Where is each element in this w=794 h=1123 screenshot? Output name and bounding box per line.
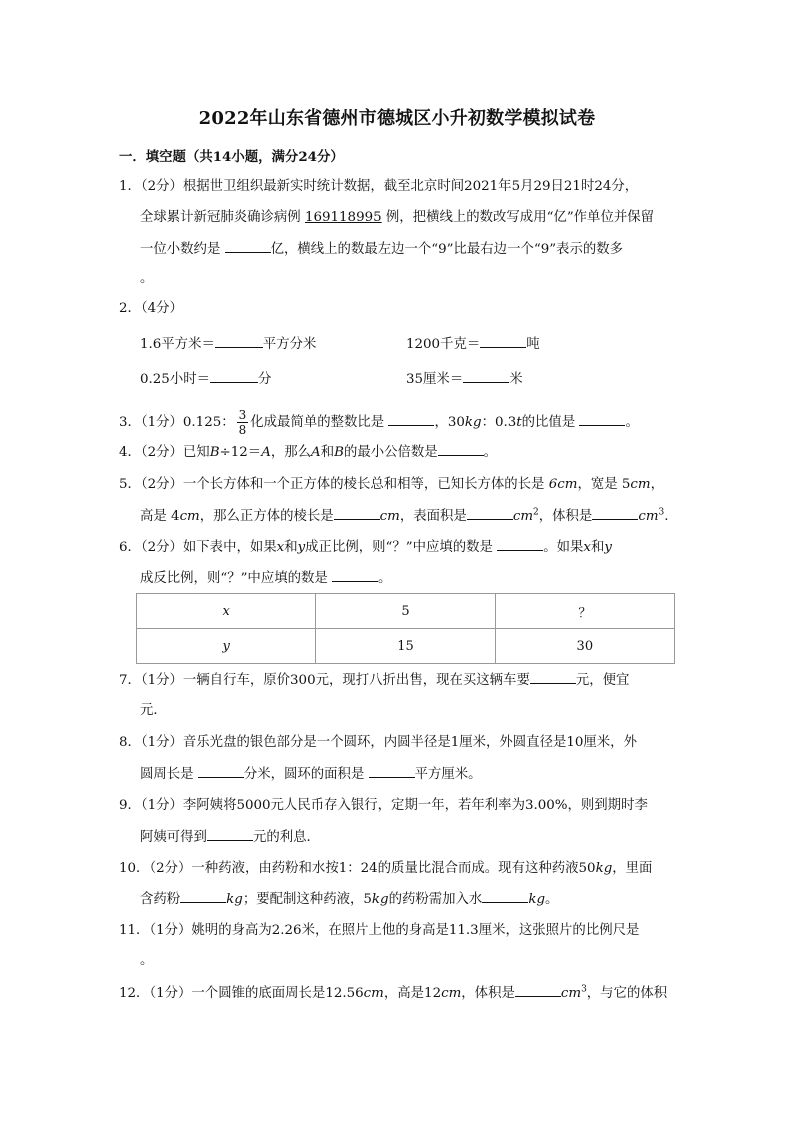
answer-blank[interactable] (210, 370, 258, 383)
q4-text: ÷12＝ (219, 445, 262, 460)
q1-text: 亿，横线上的数最左边一个“9”比最右边一个“9”表示的数多 (270, 242, 624, 257)
q10-text: 的药粉需加入水 (388, 892, 483, 907)
table-row (137, 629, 675, 664)
q8-text: 分米，圆环的面积是 (243, 767, 369, 782)
table-row (137, 594, 675, 629)
q6-line-1 (119, 538, 612, 557)
unit-cm: cm (379, 509, 400, 524)
q2-text: 平方分米 (262, 337, 317, 352)
answer-blank[interactable] (497, 538, 543, 551)
answer-blank[interactable] (180, 890, 226, 903)
q11-line-1: 11．（1分）姚明的身高为2.26米，在照片上他的身高是11.3厘米，这张照片的比例尺是 (119, 923, 640, 938)
q3-text: 化成最简单的整数比是 (250, 415, 389, 430)
q4-text: 和 (320, 445, 335, 460)
q2-text: 1.6平方米＝ (140, 337, 215, 352)
unit-kg: kg (595, 861, 613, 876)
q2-text: 35厘米＝ (406, 372, 464, 387)
q2-item-d (406, 370, 523, 389)
var-x: x (276, 540, 285, 555)
var-y: y (297, 540, 306, 555)
q12-text: ，与它的体积 (586, 986, 668, 1001)
answer-blank[interactable] (467, 507, 513, 520)
answer-blank[interactable] (530, 671, 576, 684)
var-b: B (209, 445, 220, 460)
superscript-2: 2 (533, 507, 539, 518)
superscript-3: 3 (581, 984, 587, 995)
q4-line (119, 443, 497, 462)
answer-blank[interactable] (463, 370, 509, 383)
answer-blank[interactable] (480, 335, 526, 348)
fraction-three-eighths (237, 408, 249, 437)
unit-cm: cm (638, 509, 659, 524)
answer-blank[interactable] (438, 443, 484, 456)
unit-cm: cm (363, 986, 384, 1001)
q9-line-1: 9．（1分）李阿姨将5000元人民币存入银行，定期一年，若年利率为3.00%，则到期时李 (119, 798, 648, 813)
q3-text: ，30 (434, 415, 465, 430)
q4-text: ，那么 (270, 445, 312, 460)
q7-text: 7．（1分）一辆自行车，原价300元，现打八折出售，现在买这辆车要 (119, 673, 530, 688)
page-title: 2022年山东省德州市德城区小升初数学模拟试卷 (198, 108, 596, 129)
var-x: x (583, 540, 591, 555)
answer-blank[interactable] (592, 507, 638, 520)
q11-line-2: 。 (140, 953, 154, 968)
q7-text: 元，便宜 (575, 673, 630, 688)
superscript-3: 3 (658, 507, 665, 518)
q6-text: 。 (378, 571, 392, 586)
q5-number: 6 (548, 477, 558, 492)
q12-text: ，高是12 (383, 986, 442, 1001)
unit-cm: cm (512, 509, 534, 524)
table-cell: 15 (316, 629, 495, 664)
q6-text: 成反比例，则“？”中应填的数是 (140, 571, 333, 586)
q5-text: 高是 4 (140, 509, 180, 524)
q8-text: 圆周长是 (140, 767, 198, 782)
unit-cm: cm (441, 986, 462, 1001)
q4-text: 4．（2分）已知 (119, 445, 210, 460)
unit-kg: kg (528, 892, 546, 907)
q6-line-2 (140, 569, 391, 588)
answer-blank[interactable] (225, 240, 271, 253)
unit-cm: cm (630, 477, 651, 492)
answer-blank[interactable] (198, 765, 244, 778)
q2-text: 米 (509, 372, 523, 387)
q6-text: 6．（2分）如下表中，如果 (119, 540, 277, 555)
q7-line-1 (119, 671, 629, 690)
q2-head: 2．（4分） (119, 301, 183, 316)
table-cell: ？ (495, 594, 674, 629)
q10-text: ，里面 (612, 861, 653, 876)
q2-item-b (406, 335, 540, 354)
q5-text: . (664, 509, 669, 524)
answer-blank[interactable] (215, 335, 263, 348)
answer-blank[interactable] (482, 890, 528, 903)
answer-blank[interactable] (515, 984, 561, 997)
table-cell: 30 (495, 629, 674, 664)
unit-kg: kg (371, 892, 389, 907)
answer-blank[interactable] (579, 413, 625, 426)
q2-item-a (140, 335, 316, 354)
var-b: B (334, 445, 344, 460)
q10-text: 10．（2分）一种药液，由药粉和水按1：24的质量比混合而成。现有这种药液50 (119, 861, 596, 876)
q6-text: 和 (590, 540, 605, 555)
table-cell: x (137, 594, 316, 629)
q2-item-c (140, 370, 271, 389)
q5-text: ，宽是 5 (577, 477, 631, 492)
q9-text: 阿姨可得到 (140, 830, 207, 845)
section-heading: 一．填空题（共14小题，满分24分） (119, 149, 344, 165)
q5-line-1 (119, 476, 664, 494)
q3-text: 的比值是 (521, 415, 580, 430)
q9-text: 元的利息． (252, 830, 320, 845)
var-y: y (604, 540, 612, 555)
answer-blank[interactable] (334, 507, 380, 520)
q1-text: 全球累计新冠肺炎确诊病例 (140, 210, 305, 225)
xy-table (136, 593, 675, 664)
q1-text: 一位小数约是 (140, 242, 225, 257)
answer-blank[interactable] (388, 413, 434, 426)
q5-line-2 (140, 507, 669, 526)
q12-text: ，体积是 (461, 986, 515, 1001)
q5-text: ，那么正方体的棱长是 (199, 509, 334, 524)
q1-underlined-number: 169118995 (304, 210, 382, 225)
q2-text: 吨 (526, 337, 540, 352)
q12-line-1 (119, 984, 667, 1003)
q6-text: 和 (284, 540, 298, 555)
q3-line (119, 408, 639, 437)
q1-line-3 (140, 240, 623, 259)
q1-text: 例，把横线上的数改写成用“亿”作单位并保留 (381, 210, 655, 225)
q2-text: 分 (258, 372, 272, 387)
fraction-denominator: 8 (238, 423, 247, 437)
table-cell: y (137, 629, 316, 664)
unit-cm: cm (557, 477, 578, 492)
fraction-numerator: 3 (238, 408, 247, 422)
q5-text: 5．（2分）一个长方体和一个正方体的棱长总和相等，已知长方体的长是 (119, 477, 549, 492)
q8-line-1: 8．（1分）音乐光盘的银色部分是一个圆环，内圆半径是1厘米，外圆直径是10厘米，外 (119, 735, 637, 750)
q10-text: ；要配制这种药液，5 (242, 892, 372, 907)
q10-line-2 (140, 890, 558, 909)
q1-line-1: 1．（2分）根据世卫组织最新实时统计数据，截至北京时间2021年5月29日21时24分， (119, 179, 639, 194)
table-cell: 5 (316, 594, 495, 629)
answer-blank[interactable] (369, 765, 415, 778)
q10-text: 。 (545, 892, 559, 907)
q10-text: 含药粉 (140, 892, 181, 907)
q9-line-2 (140, 828, 320, 847)
q4-text: 的最小公倍数是 (343, 445, 438, 460)
q5-text: ，表面积是 (399, 509, 467, 524)
q3-text: ：0.3 (481, 415, 517, 430)
q1-line-2 (140, 209, 654, 227)
q6-text: 。如果 (543, 540, 584, 555)
q2-text: 0.25小时＝ (140, 372, 210, 387)
q7-line-2: 元． (140, 703, 167, 718)
q12-text: 12．（1分）一个圆锥的底面周长是12.56 (119, 986, 364, 1001)
q3-text: 3．（1分）0.125： (119, 415, 235, 430)
answer-blank[interactable] (207, 828, 253, 841)
var-a: A (311, 445, 321, 460)
var-a: A (261, 445, 271, 460)
unit-kg: kg (226, 892, 243, 907)
q8-line-2 (140, 765, 482, 784)
q3-text: 。 (625, 415, 639, 430)
q5-text: ， (650, 477, 664, 492)
unit-cm: cm (179, 509, 200, 524)
unit-t: t (516, 415, 522, 430)
unit-cm: cm (560, 986, 582, 1001)
q2-text: 1200千克＝ (406, 337, 481, 352)
q8-text: 平方厘米。 (414, 767, 482, 782)
q1-line-4: 。 (140, 271, 154, 286)
unit-kg: kg (464, 415, 482, 430)
q5-text: ，体积是 (538, 509, 593, 524)
answer-blank[interactable] (332, 569, 378, 582)
q6-text: 成正比例，则“？”中应填的数是 (305, 540, 498, 555)
q4-text: 。 (483, 445, 498, 460)
q10-line-1 (119, 860, 652, 878)
